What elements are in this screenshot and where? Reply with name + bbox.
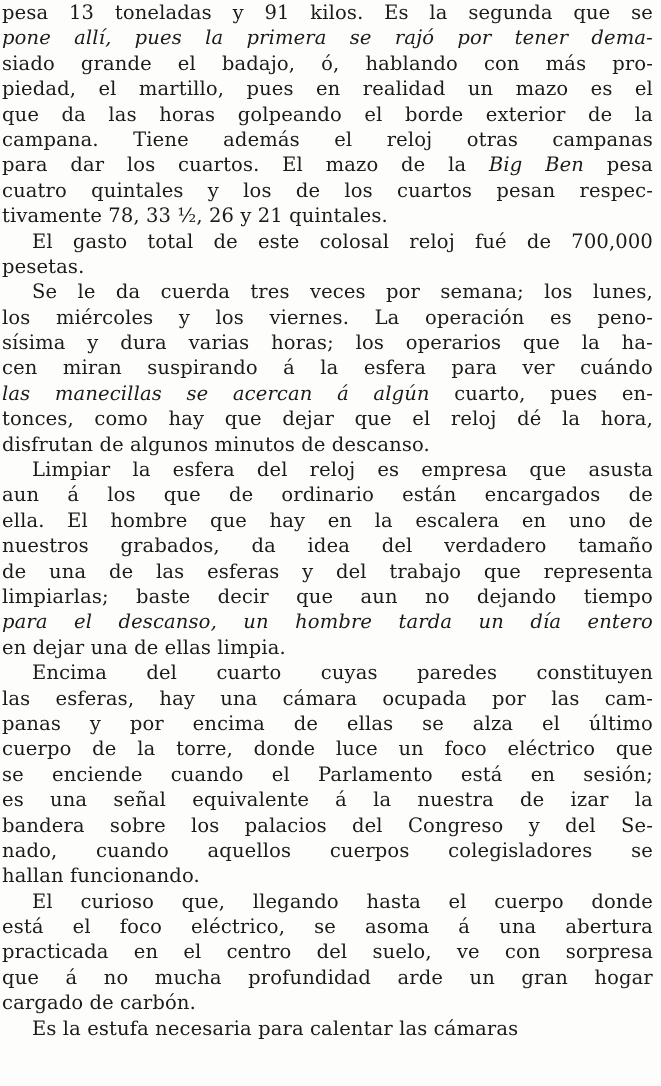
text-line: que á no mucha profundidad arde un gran hogar <box>2 965 653 989</box>
text-line: cuerpo de la torre, donde luce un foco eléctrico que <box>2 737 653 761</box>
text-line: El gasto total de este colosal reloj fué de 700,000 <box>32 229 653 253</box>
text-line: es una señal equivalente á la nuestra de izar la <box>2 788 653 812</box>
text-line: Limpiar la esfera del reloj es empresa que asusta <box>32 458 653 482</box>
text-line: bandera sobre los palacios del Congreso y del Se- <box>2 813 653 837</box>
paragraph <box>2 0 653 229</box>
text-line: aun á los que de ordinario están encargados de <box>2 483 653 507</box>
text-line: para el descanso, un hombre tarda un día entero <box>2 610 653 634</box>
text-line: nuestros grabados, da idea del verdadero tamaño <box>2 534 653 558</box>
text-line: los miércoles y los viernes. La operación es peno- <box>2 305 653 329</box>
text-line: cargado de carbón. <box>2 991 196 1015</box>
text-line: campana. Tiene además el reloj otras campanas <box>2 127 653 151</box>
text-line: Es la estufa necesaria para calentar las cámaras <box>32 1016 519 1040</box>
text-line: nado, cuando aquellos cuerpos colegisladores se <box>2 838 653 862</box>
paragraph <box>2 229 653 280</box>
text-line: de una de las esferas y del trabajo que representa <box>2 559 653 583</box>
text-line: tonces, como hay que dejar que el reloj dé la hora, <box>2 407 653 431</box>
paragraph <box>2 457 653 660</box>
text-line: Se le da cuerda tres veces por semana; los lunes, <box>32 280 653 304</box>
text-line: pesa 13 toneladas y 91 kilos. Es la segunda que se <box>2 1 653 24</box>
paragraph <box>2 889 653 1016</box>
text-line: hallan funcionando. <box>2 864 200 888</box>
text-line: las esferas, hay una cámara ocupada por las cam- <box>2 686 653 710</box>
text-line: El curioso que, llegando hasta el cuerpo donde <box>32 889 653 913</box>
text-line: pone allí, pues la primera se rajó por tener dema- <box>2 26 653 50</box>
text-line: las manecillas se acercan á algún cuarto, pues en- <box>2 381 653 405</box>
text-line: está el foco eléctrico, se asoma á una abertura <box>2 915 653 939</box>
text-line: panas y por encima de ellas se alza el último <box>2 711 653 735</box>
paragraph <box>2 279 653 457</box>
text-line: se enciende cuando el Parlamento está en sesión; <box>2 762 653 786</box>
text-line: que da las horas golpeando el borde exterior de la <box>2 102 653 126</box>
text-line: sísima y dura varias horas; los operarios que la ha- <box>2 331 653 355</box>
text-line: Encima del cuarto cuyas paredes constituyen <box>32 661 653 685</box>
text-line: practicada en el centro del suelo, ve con sorpresa <box>2 940 653 964</box>
text-line: limpiarlas; baste decir que aun no dejando tiempo <box>2 584 653 608</box>
text-line: cen miran suspirando á la esfera para ver cuándo <box>2 356 653 380</box>
text-line: siado grande el badajo, ó, hablando con más pro- <box>2 51 653 75</box>
paragraph <box>2 660 653 889</box>
text-line: ella. El hombre que hay en la escalera en uno de <box>2 508 653 532</box>
text-line: piedad, el martillo, pues en realidad un mazo es el <box>2 77 653 101</box>
text-line: en dejar una de ellas limpia. <box>2 635 286 659</box>
paragraph <box>2 1016 653 1041</box>
text-line: para dar los cuartos. El mazo de la Big Ben pesa <box>2 153 653 177</box>
text-line: pesetas. <box>2 254 85 278</box>
text-line: cuatro quintales y los de los cuartos pesan respec- <box>2 178 653 202</box>
text-line: disfrutan de algunos minutos de descanso. <box>2 432 430 456</box>
text-line: tivamente 78, 33 ½, 26 y 21 quintales. <box>2 204 388 228</box>
